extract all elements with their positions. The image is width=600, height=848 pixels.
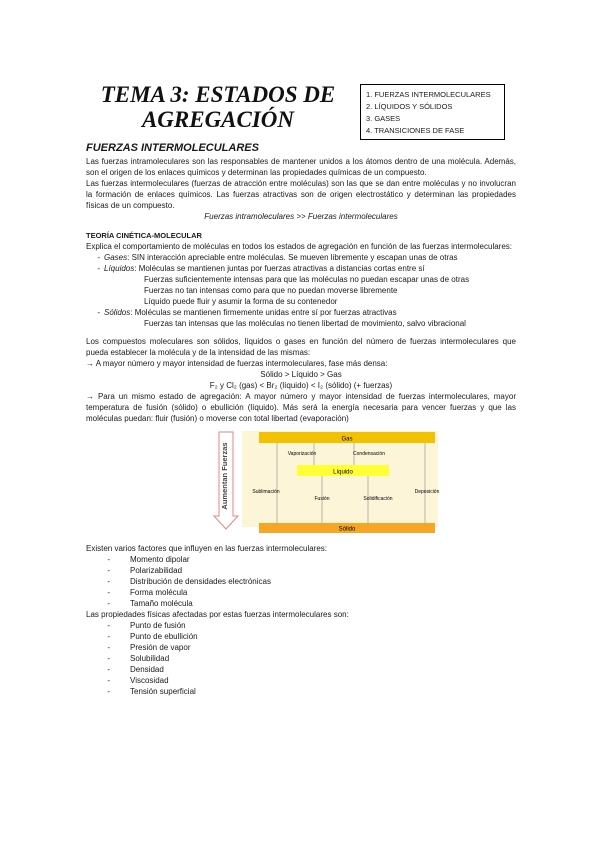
page-title: TEMA 3: ESTADOS DE AGREGACIÓN — [100, 82, 336, 132]
list-item: - Momento dipolar — [107, 555, 190, 564]
list-item: - Densidad — [107, 665, 164, 674]
condensation-label: Condensación — [353, 451, 385, 457]
paragraph-denser-phase: → A mayor número y mayor intensidad de fuerzas intermoleculares, fase más densa: — [86, 359, 388, 368]
liquids-text: : Moléculas se mantienen juntas por fuerzas atractivas a distancias cortas entre sí — [134, 264, 425, 273]
phase-order: Sólido > Líquido > Gas — [260, 370, 342, 379]
list-item: - Distribución de densidades electrónicas — [107, 577, 271, 586]
paragraph-same-state: → Para un mismo estado de agregación: A mayor número y mayor intensidad de fuerzas intermoleculares, mayor temperatura de fusión (sólido) o ebullición (líquido). Más será la energía necesaria para vencer fuerzas y que las moléculas puedan: fluir (fusión) o moverse con total libertad (evaporación) — [86, 392, 516, 423]
list-item: - Viscosidad — [107, 676, 169, 685]
paragraph-intramolecular: Las fuerzas intramoleculares son las responsables de mantener unidos a los átomos dentro de una molécula. Además, son el origen de los enlaces químicos y determinan las propiedades químicas de un compuesto. — [86, 157, 516, 177]
comparison-line: Fuerzas intramoleculares >> Fuerzas intermoleculares — [204, 212, 398, 221]
dash-marker: - — [97, 264, 100, 273]
dash-marker: - — [97, 308, 100, 317]
liquids-sub-item: Fuerzas suficientemente intensas para que las moléculas no puedan escapar unas de otras — [144, 275, 470, 284]
factors-intro: Existen varios factores que influyen en las fuerzas intermoleculares: — [86, 544, 328, 553]
list-item: - Punto de ebullición — [107, 632, 198, 641]
table-of-contents — [360, 84, 505, 140]
gas-label: Gas — [341, 436, 353, 443]
properties-list — [86, 620, 516, 697]
theory-heading: TEORÍA CINÉTICA-MOLECULAR — [86, 231, 202, 240]
list-item: - Solubilidad — [107, 654, 170, 663]
solid-label: Sólido — [338, 526, 356, 533]
toc-item: 1. FUERZAS INTERMOLECULARES — [366, 90, 491, 99]
gases-text: : SIN interacción apreciable entre moléculas. Se mueven libremente y escapan unas de otras — [127, 253, 458, 262]
solids-text: : Moléculas se mantienen firmemente unidas entre sí por fuerzas atractivas — [130, 308, 397, 317]
document-content — [86, 142, 516, 697]
list-item-gases — [86, 252, 516, 263]
liquids-sub-item: Líquido puede fluir y asumir la forma de su contenedor — [144, 297, 338, 306]
list-item: - Tensión superficial — [107, 687, 196, 696]
properties-intro: Las propiedades físicas afectadas por estas fuerzas intermoleculares son: — [86, 610, 349, 619]
paragraph-intermolecular: Las fuerzas intermoleculares (fuerzas de atracción entre moléculas) son las que se dan entre moléculas y no involucran la formación de enlaces químicos. Las fuerzas atractivas son de origen electrostático y determinan las propiedades físicas de un compuesto. — [86, 179, 516, 210]
arrow-label: Aumentan Fuerzas — [220, 442, 229, 510]
section-heading: FUERZAS INTERMOLECULARES — [86, 142, 259, 154]
solids-sub-item: Fuerzas tan intensas que las moléculas no tienen libertad de movimiento, salvo vibracional — [144, 319, 466, 328]
solidification-label: Solidificación — [363, 496, 393, 502]
list-item: - Polarizabilidad — [107, 566, 183, 575]
toc-item: 2. LÍQUIDOS Y SÓLIDOS — [366, 102, 453, 111]
solids-label: Sólidos — [104, 308, 131, 317]
list-item-liquids — [86, 263, 516, 274]
halogen-example: F₂ y Cl₂ (gas) < Br₂ (líquido) < I₂ (sólido) (+ fuerzas) — [209, 381, 393, 390]
list-item: - Forma molécula — [107, 588, 188, 597]
list-item: - Presión de vapor — [107, 643, 191, 652]
deposition-label: Deposición — [414, 489, 440, 495]
factors-list — [86, 554, 516, 609]
dash-marker: - — [97, 253, 100, 262]
phase-diagram — [86, 428, 516, 536]
liquid-label: Líquido — [333, 469, 353, 476]
liquids-sub-item: Fuerzas no tan intensas como para que no puedan moverse libremente — [144, 286, 398, 295]
list-item: - Punto de fusión — [107, 621, 186, 630]
toc-item: 4. TRANSICIONES DE FASE — [366, 126, 465, 135]
vaporization-label: Vaporización — [287, 451, 317, 457]
gases-label: Gases — [104, 253, 128, 262]
toc-item: 3. GASES — [366, 114, 401, 123]
list-item-solids — [86, 307, 516, 318]
diagram-background — [242, 431, 438, 527]
phase-diagram-svg — [86, 428, 516, 536]
fusion-label: Fusión — [314, 496, 330, 502]
list-item: - Tamaño molécula — [107, 599, 193, 608]
paragraph-compounds: Los compuestos moleculares son sólidos, líquidos o gases en función del número de fuerzas intermoleculares que pueda establecer la molécula y de la intensidad de las mismas: — [86, 337, 516, 357]
sublimation-label: Sublimación — [252, 489, 280, 495]
theory-intro: Explica el comportamiento de moléculas en todos los estados de agregación en función de las fuerzas intermoleculares: — [86, 242, 513, 251]
liquids-label: Líquidos — [104, 264, 135, 273]
